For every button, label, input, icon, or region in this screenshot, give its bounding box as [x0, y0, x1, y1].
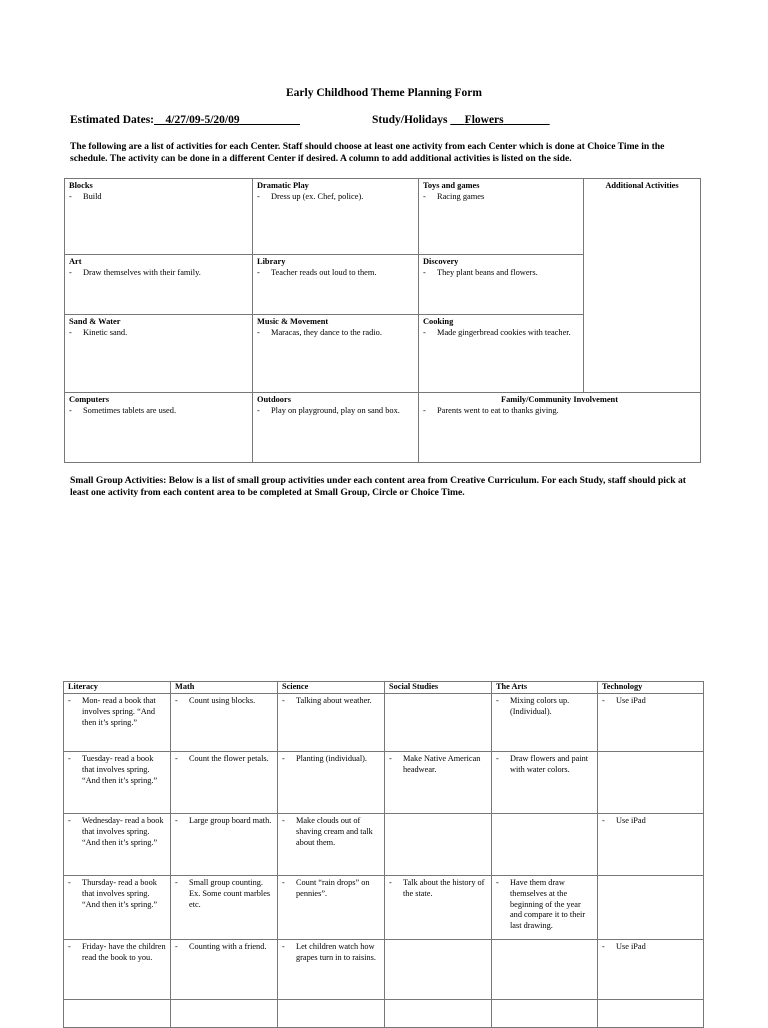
- cell-the-arts: - Mixing colors up. (Individual).: [492, 694, 598, 752]
- table-row: [64, 876, 704, 940]
- column-header-science: Science: [278, 682, 385, 694]
- additional-activities: Additional Activities: [584, 179, 701, 393]
- family-community-involvement: Family/Community Involvement - Parents went to eat to thanks giving.: [419, 393, 701, 463]
- activity-text: Make Native American headwear.: [403, 754, 481, 774]
- activity-text: Count the flower petals.: [189, 754, 269, 763]
- cell-science: - Planting (individual).: [278, 752, 385, 814]
- center-computers: Computers - Sometimes tablets are used.: [65, 393, 253, 463]
- column-header-literacy: Literacy: [64, 682, 171, 694]
- cell-literacy: - Friday- have the children read the book to you.: [64, 940, 171, 1000]
- cell-math: - Small group counting. Ex. Some count marbles etc.: [171, 876, 278, 940]
- study-label: Study/Holidays: [372, 114, 448, 126]
- center-cooking: Cooking - Made gingerbread cookies with teacher.: [419, 315, 584, 393]
- activity-text: Use iPad: [616, 942, 646, 951]
- cell-social-studies: [385, 694, 492, 752]
- study-value: Flowers: [464, 114, 504, 126]
- activity-text: Wednesday- read a book that involves spring. “And then it’s spring.”: [82, 816, 164, 847]
- cell-science: [278, 1000, 385, 1028]
- activity-text: Talk about the history of the state.: [403, 878, 485, 898]
- cell-literacy: - Mon- read a book that involves spring. “And then it’s spring.”: [64, 694, 171, 752]
- cell-technology: [598, 1000, 704, 1028]
- cell-the-arts: [492, 940, 598, 1000]
- activity-text: Mixing colors up. (Individual).: [510, 696, 570, 716]
- activity-text: Large group board math.: [189, 816, 272, 825]
- dates-line: [70, 114, 710, 126]
- cell-science: - Talking about weather.: [278, 694, 385, 752]
- cell-social-studies: [385, 814, 492, 876]
- activity-text: Make clouds out of shaving cream and talk about them.: [296, 816, 373, 847]
- activity-text: Use iPad: [616, 696, 646, 705]
- activity-text: Draw flowers and paint with water colors.: [510, 754, 589, 774]
- center-music-movement: Music & Movement - Maracas, they dance to the radio.: [253, 315, 419, 393]
- cell-social-studies: - Make Native American headwear.: [385, 752, 492, 814]
- cell-technology: [598, 876, 704, 940]
- dates-label: Estimated Dates:: [70, 114, 154, 126]
- cell-science: - Count “rain drops” on pennies”.: [278, 876, 385, 940]
- activity-text: Use iPad: [616, 816, 646, 825]
- cell-social-studies: - Talk about the history of the state.: [385, 876, 492, 940]
- activity-text: Mon- read a book that involves spring. “And then it’s spring.”: [82, 696, 156, 727]
- cell-math: [171, 1000, 278, 1028]
- cell-math: - Count the flower petals.: [171, 752, 278, 814]
- column-header-math: Math: [171, 682, 278, 694]
- activity-text: Thursday- read a book that involves spring. “And then it’s spring.”: [82, 878, 158, 909]
- study-holidays: [372, 114, 550, 126]
- cell-science: - Make clouds out of shaving cream and talk about them.: [278, 814, 385, 876]
- column-header-the-arts: The Arts: [492, 682, 598, 694]
- table-row: [64, 694, 704, 752]
- small-group-table: [63, 681, 704, 1028]
- column-header-social-studies: Social Studies: [385, 682, 492, 694]
- cell-the-arts: [492, 1000, 598, 1028]
- center-blocks: Blocks - Build: [65, 179, 253, 255]
- cell-math: - Counting with a friend.: [171, 940, 278, 1000]
- centers-table: [64, 178, 701, 463]
- activity-text: Tuesday- read a book that involves spring. “And then it’s spring.”: [82, 754, 158, 785]
- activity-text: Have them draw themselves at the beginning of the year and compare it to their last drawing.: [510, 878, 586, 931]
- activity-text: Count “rain drops” on pennies”.: [296, 878, 370, 898]
- activity-text: Small group counting. Ex. Some count marbles etc.: [189, 878, 271, 909]
- center-library: Library - Teacher reads out loud to them.: [253, 255, 419, 315]
- center-instructions: The following are a list of activities for each Center. Staff should choose at least one activity from each Center which is done at Choice Time in the schedule. The activity can be done in a different Center if desired. A column to add additional activities is listed on the side.: [70, 141, 665, 164]
- cell-the-arts: - Draw flowers and paint with water colors.: [492, 752, 598, 814]
- cell-literacy: [64, 1000, 171, 1028]
- dates-value: 4/27/09-5/20/09: [165, 114, 240, 126]
- cell-the-arts: [492, 814, 598, 876]
- activity-text: Planting (individual).: [296, 754, 367, 763]
- center-art: Art - Draw themselves with their family.: [65, 255, 253, 315]
- form-title: Early Childhood Theme Planning Form: [286, 87, 482, 99]
- center-outdoors: Outdoors - Play on playground, play on sand box.: [253, 393, 419, 463]
- cell-social-studies: [385, 1000, 492, 1028]
- activity-text: Count using blocks.: [189, 696, 256, 705]
- cell-technology: [598, 752, 704, 814]
- table-row: [64, 814, 704, 876]
- center-dramatic-play: Dramatic Play - Dress up (ex. Chef, police).: [253, 179, 419, 255]
- cell-technology: - Use iPad: [598, 694, 704, 752]
- table-row: [64, 940, 704, 1000]
- activity-text: Counting with a friend.: [189, 942, 267, 951]
- activity-text: Let children watch how grapes turn in to raisins.: [296, 942, 376, 962]
- cell-the-arts: - Have them draw themselves at the beginning of the year and compare it to their last drawing.: [492, 876, 598, 940]
- cell-technology: - Use iPad: [598, 814, 704, 876]
- cell-math: - Large group board math.: [171, 814, 278, 876]
- cell-math: - Count using blocks.: [171, 694, 278, 752]
- small-group-instructions: Small Group Activities: Below is a list of small group activities under each content area from Creative Curriculum. For each Study, staff should pick at least one activity from each content area to be completed at Small Group, Circle or Choice Time.: [70, 475, 686, 498]
- activity-text: Talking about weather.: [296, 696, 372, 705]
- cell-literacy: - Tuesday- read a book that involves spring. “And then it’s spring.”: [64, 752, 171, 814]
- table-row: [64, 752, 704, 814]
- center-discovery: Discovery - They plant beans and flowers.: [419, 255, 584, 315]
- column-header-technology: Technology: [598, 682, 704, 694]
- center-toys-games: Toys and games - Racing games: [419, 179, 584, 255]
- cell-technology: - Use iPad: [598, 940, 704, 1000]
- cell-social-studies: [385, 940, 492, 1000]
- cell-literacy: - Thursday- read a book that involves spring. “And then it’s spring.”: [64, 876, 171, 940]
- table-row: [64, 1000, 704, 1028]
- center-sand-water: Sand & Water - Kinetic sand.: [65, 315, 253, 393]
- cell-science: - Let children watch how grapes turn in to raisins.: [278, 940, 385, 1000]
- activity-text: Friday- have the children read the book to you.: [82, 942, 166, 962]
- cell-literacy: - Wednesday- read a book that involves spring. “And then it’s spring.”: [64, 814, 171, 876]
